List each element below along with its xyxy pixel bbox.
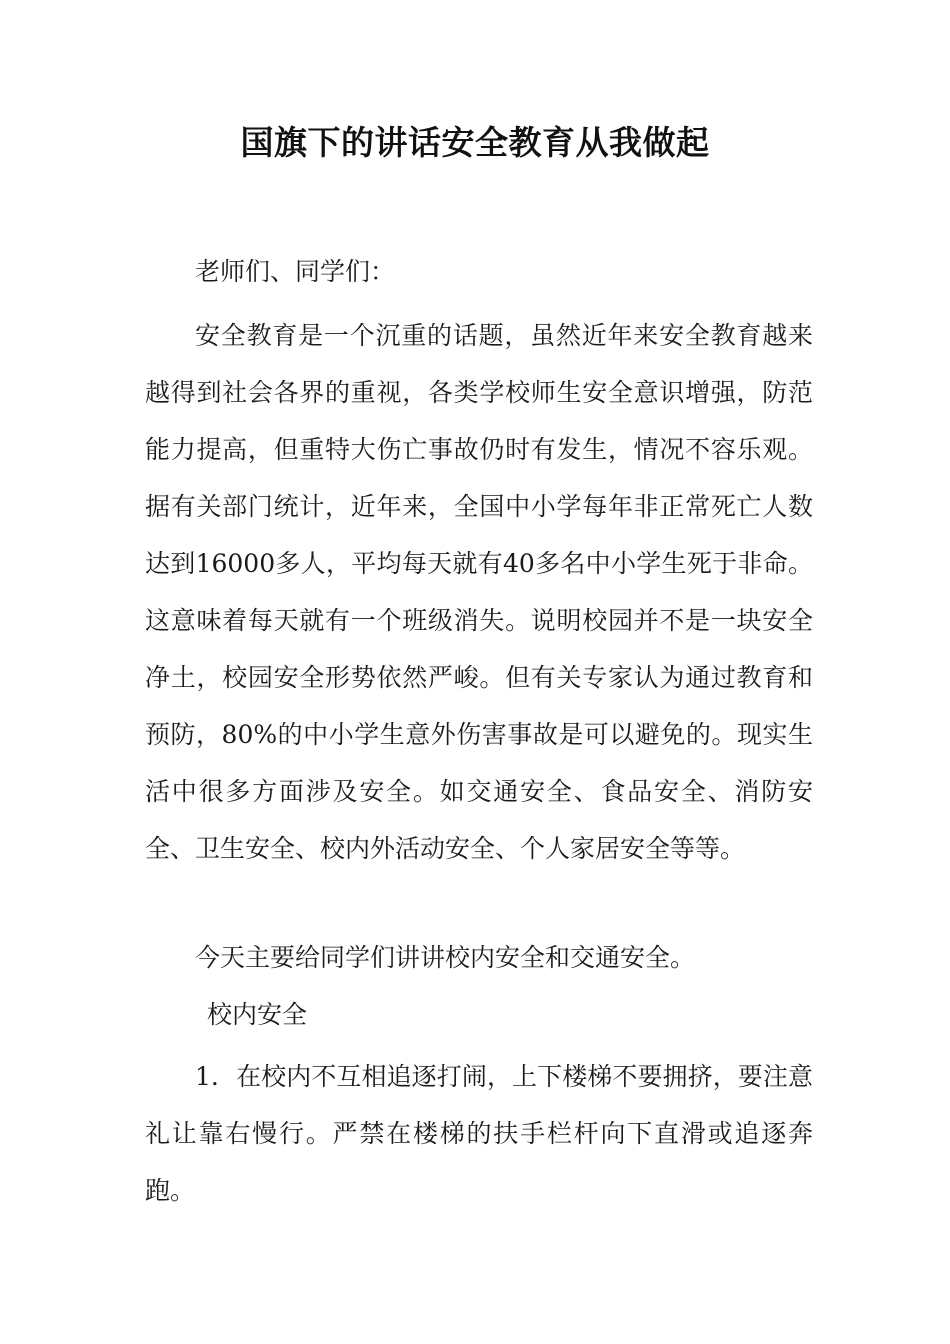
greeting: 老师们、同学们：: [195, 257, 396, 286]
document-title: 国旗下的讲话安全教育从我做起: [240, 123, 710, 162]
list-item-1: 1．在校内不互相追逐打闹，上下楼梯不要拥挤，要注意礼让靠右慢行。严禁在楼梯的扶手栏杆向下直滑或追逐奔跑。: [145, 1062, 813, 1205]
section-heading: 校内安全: [207, 1000, 308, 1029]
paragraph-intro: 安全教育是一个沉重的话题，虽然近年来安全教育越来越得到社会各界的重视，各类学校师生安全意识增强，防范能力提高，但重特大伤亡事故仍时有发生，情况不容乐观。据有关部门统计，近年来，全国中小学每年非正常死亡人数达到16000多人，平均每天就有40多名中小学生死于非命。这意味着每天就有一个班级消失。说明校园并不是一块安全净土，校园安全形势依然严峻。但有关专家认为通过教育和预防，80%的中小学生意外伤害事故是可以避免的。现实生活中很多方面涉及安全。如交通安全、食品安全、消防安全、卫生安全、校内外活动安全、个人家居安全等等。: [145, 321, 813, 863]
paragraph-topic: 今天主要给同学们讲讲校内安全和交通安全。: [195, 943, 696, 972]
